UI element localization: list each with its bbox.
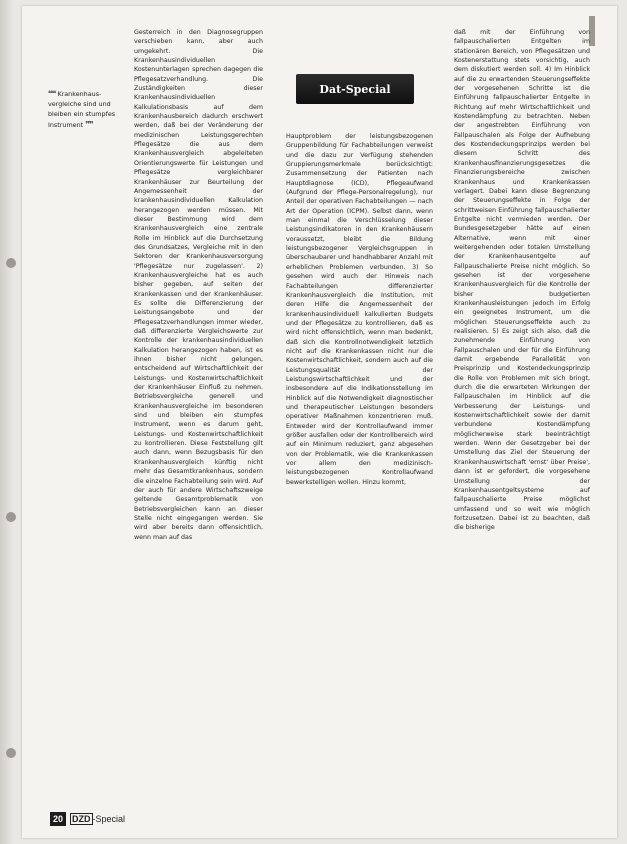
punch-hole [6,748,16,758]
quote-close-mark: ❞❞ [85,120,93,130]
article-column-2: Hauptproblem der leistungsbezogenen Gruppenbildung für Fachabteilungen verweist und die dazu zur Verfügung stehenden Gruppierungsmerkmale berücksichtigt: Zusammensetzung der Patienten nach Hauptdiagnose (ICD), Pflegeaufwand (Aufgrund der Pflege-Personalregelung), nur Anteil der operativen Fachabteilungen — nach Art der Operation (ICPM). Selbst dann, wenn man einmal die Verschlüsselung dieser Leistungsindikatoren in den Krankenhäusern voraussetzt, bleibt die Bildung leistungsbezogener Vergleichsgruppen in überschaubarer und handhabbarer Anzahl mit erheblichen Problemen verbunden. 3) So gesehen wird auch der Hinweis nach Fachabteilungen differenzierter Krankenhausvergleich die Institution, mit deren Hilfe die Angemessenheit der krankenhausindividuell kalkulierten Budgets und der Pflegesätze zu kontrollieren, daß es wird nicht offensichtlich, wenn man bedenkt, daß sich die Kontrollnotwendigkeit letztlich nicht auf die Krankenkassen nicht nur die Kostenwirtschaftlichkeit, sondern auch auf die Leistungsqualität der Leistungswirtschaftlichkeit und der insbesondere auf die Indikationsstellung im Hinblick auf die Notwendigkeit diagnostischer und therapeutischer Leistungen besonders operativer Maßnahmen konzentrieren muß. Entweder wird der Kontrollaufwand immer größer ausfallen oder der Kontrollbereich wird auf ein Minimum reduziert, ganz abgesehen von der Problematik, wie die Krankenkassen vor allem den medizinisch-leistungsbezogenen Kontrollaufwand bewerkstelligen wollen. Hinzu kommt, [286,133,433,486]
page-footer [50,812,125,826]
article-column-1: Gesterreich in den Diagnosegruppen verschieben kann, aber auch umgekehrt. Die Krankenhausindividuellen Kostenunterlagen sprechen dagegen die Pflegesatzverhandlung. Die Zuständigkeiten dieser Krankenhausindividuellen Kalkulationsbasis auf dem Krankenhausbereich dadurch erschwert werden, daß bei der Veränderung der medizinischen Leistungsgerechten Pflegesätze die aus dem Krankenhausvergleich abgeleiteten Orientierungswerte für Leistungen und Pflegesätze vergleichbarer Krankenhäuser zur Beurteilung der Angemessenheit der krankenhausindividuellen Kalkulation herangezogen werden müssen. Mit dieser Bestimmung wird dem Krankenhausvergleich eine zentrale Rolle im Hinblick auf die Durchsetzung des Grundsatzes, Vergleiche mit in den Sektoren der Krankenhausversorgung 'Pflegesätze nur zugelassen'. 2) Krankenhausvergleiche hat es auch bisher gegeben, auf seiten der Krankenkassen und der Krankenhäuser. Es sollte die Differenzierung der Leistungsangebote und der Pflegesatzverhandlungen immer wieder, daß differenzierte Vergleichswerte zur Kontrolle der krankenhausindividuellen Kalkulation herangezogen haben, ist es ihnen bisher nicht gelungen, entscheidend auf Wirtschaftlichkeit der Leistungs- und Kostenwirtschaftlichkeit der Krankenhäuser Einfluß zu nehmen. Betriebsvergleiche generell und Krankenhausvergleiche im besonderen sind und bleiben ein stumpfes Instrument, wenn es darum geht, Leistungs- und Kostenwirtschaftlichkeit zu kontrollieren. Diese Feststellung gilt auch dann, wenn Bezugsbasis für den Krankenhausvergleich künftig nicht mehr das Gesamtkrankenhaus, sondern die einzelne Fachabteilung sein wird. Auf der auch für andere Wirtschaftszweige geltende Gesamtproblematik von Betriebsvergleichen kann an dieser Stelle nicht eingegangen werden. Sie wird aber bereits dann offensichtlich, wenn man auf das [134,29,263,541]
page-number: 20 [50,812,66,826]
publication-suffix: -Special [92,814,126,824]
side-pull-quote-text: Krankenhaus-vergleiche sind und bleiben ein stumpfes Instrument [48,90,116,130]
publication-logo-box: DZD [72,814,91,824]
section-banner: Dat-Special [296,74,414,104]
punch-hole [6,258,16,268]
quote-open-mark: ❝❝ [48,89,56,98]
punch-hole [6,512,16,522]
side-pull-quote [48,88,128,131]
binding-edge [0,0,14,844]
article-column-3: daß mit der Einführung von fallpauschalierten Entgelten im stationären Bereich, von Pflegesätzen und Kostenerstattung stets vorsichtig, auch dem diskutiert werden soll. 4) Im Hinblick auf die zu erwartenden Steuerungseffekte der vorgesehenen Schritte ist die Einführung fallpauschalierter Entgelte in Richtung auf mehr Wirtschaftlichkeit und Kostendämpfung zu betrachten. Neben der angestrebten Einführung von Fallpauschalen als Folge der Aufhebung des Kostendeckungsprinzips werden bei diesem Schritt des Krankenhausfinanzierungsgesetzes die Finanzierungsbereiche zwischen Krankenhaus und Krankenkassen verlagert. Dabei kann diese Begrenzung der Steuerungseffekte in Folge der schrittweisen Einführung fallpauschalierter Entgelte nicht vermieden werden. Der Bundesgesetzgeber hätte auf einen Alternative, wenn mit einer weitergehenden oder totalen Umstellung der Krankenhausentgelte auf Fallpauschalierte Preise nicht möglich. So gesehen ist der vorgesehene Krankenhausvergleich für die Kontrolle der bisher budgetierten Krankenhausleistungen jedoch im Erfolg ein geeignetes Instrument, um die möglichen Steuerungseffekte auch zu realisieren. 5) Es zeigt sich also, daß die zunehmende Einführung von Fallpauschalen und der für die Einführung damit ergebende Parallelität von Preisprinzip und Kostendeckungsprinzip die Rolle von Problemen mit sich bringt, durch die die erwarteten Wirkungen der Fallpauschalen im Hinblick auf die Verbesserung der Leistungs- und Kostenwirtschaftlichkeit sowie der damit verbundene Kostendämpfung möglicherweise stark beeinträchtigt werden. Wenn der Gesetzgeber bei der Umstellung das Ziel der Steuerung der Krankenhauswirtschaft 'ernst' über Preise', dann ist er gefordert, die vorgesehene Umstellung der Krankenhausentgeltsysteme auf fallpauschalierte Preise möglichst umfassend und so weit wie möglich fortzusetzen. Dabei ist zu beachten, daß die bisherige [454,29,590,532]
publication-name [70,814,125,824]
